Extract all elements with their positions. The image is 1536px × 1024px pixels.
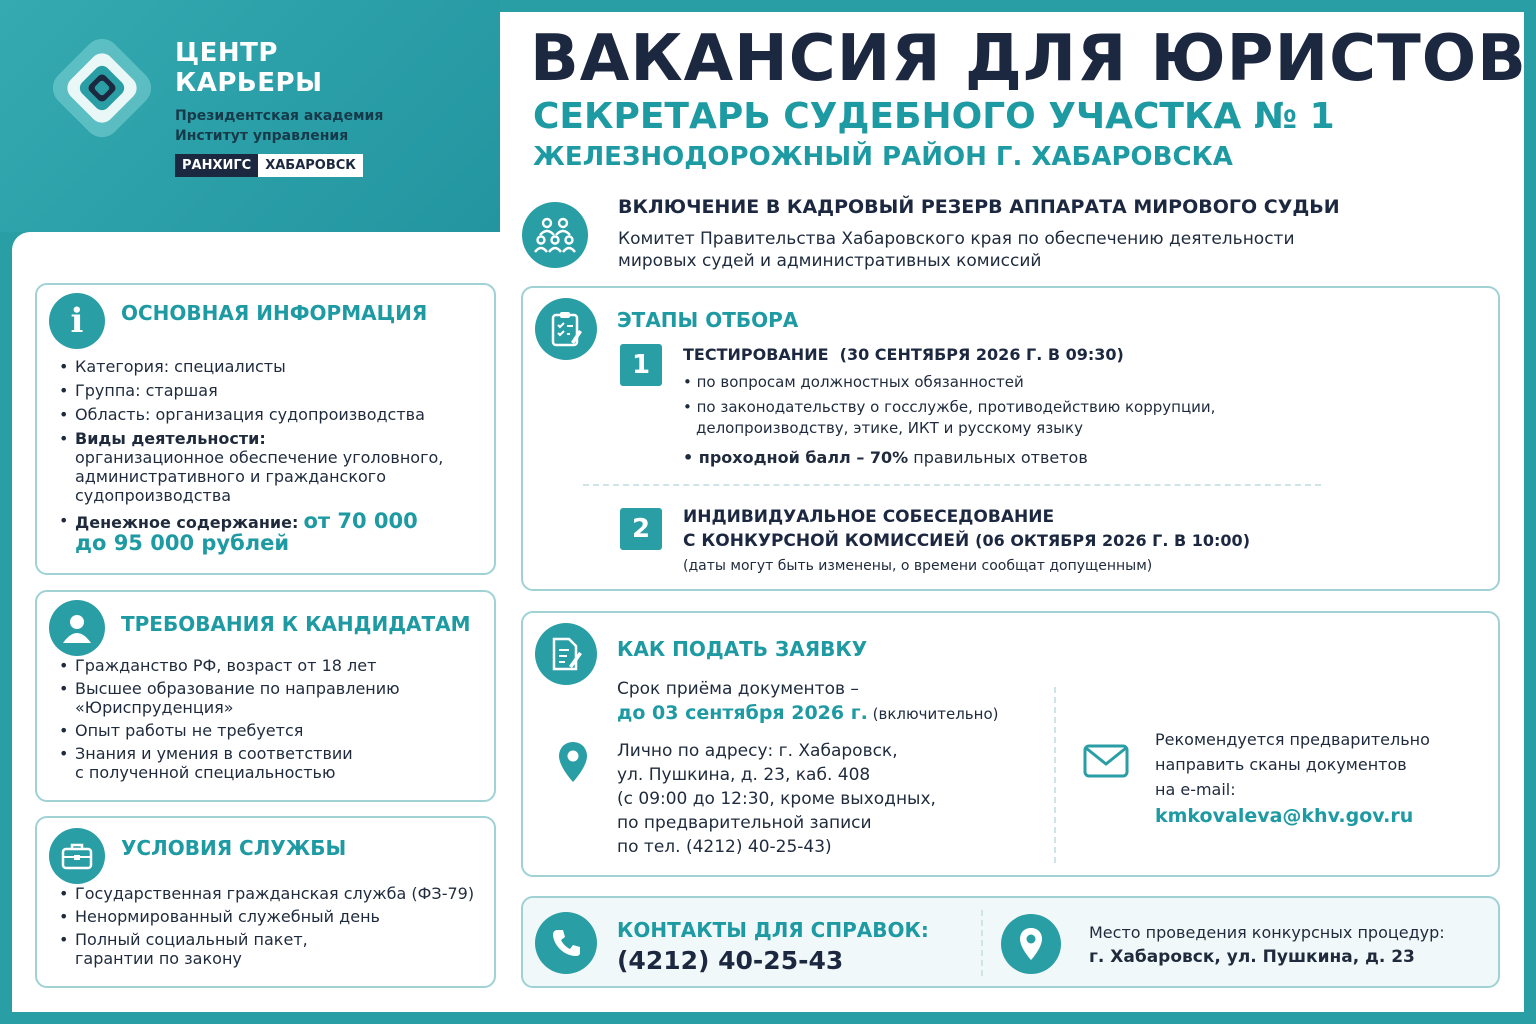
brand-title: [175, 38, 323, 98]
stage-divider: [583, 484, 1321, 486]
apply-deadline: [617, 677, 998, 726]
pass-score: • проходной балл – 70%: [683, 448, 909, 467]
requirements-card: [35, 590, 496, 802]
brand-sub-line1: Президентская академия: [175, 108, 384, 124]
basic-item: • Категория: специалисты: [55, 357, 485, 377]
salary-label: Денежное содержание:: [75, 513, 299, 532]
basic-item: • Область: организация судопроизводства: [55, 405, 485, 425]
document-icon: [535, 623, 597, 685]
req-item2-line2: «Юриспруденция»: [75, 698, 234, 717]
stage1-title: ТЕСТИРОВАНИЕ: [683, 345, 829, 364]
reserve-line2: мировых судей и административных комиссий: [618, 251, 1042, 271]
addr-line5: по тел. (4212) 40-25-43): [617, 837, 832, 857]
reserve-title: ВКЛЮЧЕНИЕ В КАДРОВЫЙ РЕЗЕРВ АППАРАТА МИРОВОГО СУДЬИ: [618, 196, 1340, 218]
basic-item: • Группа: старшая: [55, 381, 485, 401]
phone-icon: [535, 912, 597, 974]
place-label: Место проведения конкурсных процедур:: [1089, 923, 1445, 942]
req-item: [55, 679, 485, 717]
brand-title-line1: ЦЕНТР: [175, 38, 278, 68]
req-item: [55, 744, 485, 782]
req-item4-line1: Знания и умения в соответствии: [75, 744, 353, 763]
stage1-heading: [683, 345, 1124, 364]
apply-divider: [1054, 687, 1056, 863]
location-pin-icon: [557, 740, 589, 784]
tag-khabarovsk: ХАБАРОВСК: [258, 154, 363, 177]
cond-item: [55, 930, 495, 968]
stage1-bullet2-line1: • по законодательству о госслужбе, противодействию коррупции,: [683, 398, 1216, 416]
conditions-list: [55, 884, 495, 972]
deadline-date: до 03 сентября 2026 г.: [617, 702, 868, 724]
page-district: ЖЕЛЕЗНОДОРОЖНЫЙ РАЙОН Г. ХАБАРОВСКА: [533, 142, 1233, 172]
stages-card: [521, 286, 1500, 591]
stages-title: ЭТАПЫ ОТБОРА: [617, 308, 799, 332]
envelope-icon: [1083, 744, 1129, 778]
req-item4-line2: с полученной специальностью: [75, 763, 336, 782]
contacts-phone[interactable]: (4212) 40-25-43: [617, 946, 844, 975]
cond-item3-line1: Полный социальный пакет,: [75, 930, 308, 949]
basic-salary: [55, 511, 485, 555]
place-address: г. Хабаровск, ул. Пушкина, д. 23: [1089, 947, 1415, 967]
stage1-bullet1: • по вопросам должностных обязанностей: [683, 373, 1024, 391]
basic-info-title: ОСНОВНАЯ ИНФОРМАЦИЯ: [121, 301, 428, 325]
stage2-title-line2: С КОНКУРСНОЙ КОМИССИЕЙ: [683, 531, 970, 551]
page-title: ВАКАНСИЯ ДЛЯ ЮРИСТОВ: [530, 22, 1527, 96]
addr-line4: по предварительной записи: [617, 813, 872, 833]
brand-title-line2: КАРЬЕРЫ: [175, 68, 323, 98]
cond-item: • Государственная гражданская служба (ФЗ-79): [55, 884, 495, 903]
basic-info-list: [55, 357, 485, 559]
brand-sub-line2: Институт управления: [175, 128, 349, 144]
activity-label: Виды деятельности:: [75, 429, 266, 448]
email-link[interactable]: kmkovaleva@khv.gov.ru: [1155, 805, 1414, 827]
location-icon: [1001, 914, 1061, 974]
addr-line3: (с 09:00 до 12:30, кроме выходных,: [617, 789, 936, 809]
conditions-title: УСЛОВИЯ СЛУЖБЫ: [121, 836, 347, 860]
stage1-details: [683, 372, 1215, 468]
basic-activity: [55, 429, 485, 505]
deadline-note: (включительно): [867, 705, 999, 723]
clipboard-icon: [535, 298, 597, 360]
requirements-list: [55, 656, 485, 786]
team-icon: [522, 202, 588, 268]
req-item2-line1: Высшее образование по направлению: [75, 679, 400, 698]
apply-title: КАК ПОДАТЬ ЗАЯВКУ: [617, 637, 868, 661]
addr-line2: ул. Пушкина, д. 23, каб. 408: [617, 765, 871, 785]
salary-to: до 95 000 рублей: [75, 531, 290, 555]
stage1-date: (30 СЕНТЯБРЯ 2026 Г. В 09:30): [839, 345, 1124, 364]
stage2-title-line1: ИНДИВИДУАЛЬНОЕ СОБЕСЕДОВАНИЕ: [683, 507, 1055, 527]
salary-from: от 70 000: [303, 509, 418, 533]
tag-ranepa: РАНХИГС: [175, 154, 258, 177]
stage2-number: 2: [620, 508, 662, 550]
activity-line1: организационное обеспечение уголовного,: [75, 448, 444, 467]
page-subtitle: СЕКРЕТАРЬ СУДЕБНОГО УЧАСТКА № 1: [533, 96, 1335, 137]
place-info: [1089, 920, 1445, 970]
email-text1: Рекомендуется предварительно: [1155, 730, 1430, 749]
briefcase-icon: [49, 828, 105, 884]
apply-card: [521, 611, 1500, 877]
req-item: • Опыт работы не требуется: [55, 721, 485, 740]
cond-item: • Ненормированный служебный день: [55, 907, 495, 926]
pass-score-rest: правильных ответов: [908, 448, 1088, 467]
person-icon: [49, 600, 105, 656]
email-text2: направить сканы документов: [1155, 755, 1407, 774]
contacts-divider: [981, 910, 983, 976]
stage1-bullet2-line2: делопроизводству, этике, ИКТ и русскому языку: [696, 419, 1083, 437]
activity-line2: административного и гражданского: [75, 467, 386, 486]
brand-header: [0, 0, 500, 232]
activity-line3: судопроизводства: [75, 486, 232, 505]
email-text3: на e-mail:: [1155, 780, 1236, 799]
reserve-text: [618, 228, 1295, 272]
conditions-card: [35, 816, 496, 988]
addr-line1: Лично по адресу: г. Хабаровск,: [617, 741, 898, 761]
logo-icon: [44, 30, 160, 146]
reserve-line1: Комитет Правительства Хабаровского края по обеспечению деятельности: [618, 229, 1295, 249]
deadline-label: Срок приёма документов –: [617, 679, 859, 699]
requirements-title: ТРЕБОВАНИЯ К КАНДИДАТАМ: [121, 612, 471, 636]
stage1-number: 1: [620, 344, 662, 386]
contacts-title: КОНТАКТЫ ДЛЯ СПРАВОК:: [617, 918, 929, 942]
info-icon: i: [49, 293, 105, 349]
stage2-note: (даты могут быть изменены, о времени сообщат допущенным): [683, 558, 1153, 574]
basic-info-card: [35, 283, 496, 575]
contacts-card: [521, 896, 1500, 988]
brand-subtitle: [175, 106, 383, 146]
brand-tags: [175, 154, 363, 177]
email-info: [1155, 727, 1430, 829]
req-item: • Гражданство РФ, возраст от 18 лет: [55, 656, 485, 675]
apply-address: [617, 739, 936, 859]
stage1-bullet3: [683, 447, 1215, 468]
stage2-heading: [683, 506, 1250, 553]
cond-item3-line2: гарантии по закону: [75, 949, 242, 968]
stage2-date: (06 ОКТЯБРЯ 2026 Г. В 10:00): [975, 531, 1250, 550]
